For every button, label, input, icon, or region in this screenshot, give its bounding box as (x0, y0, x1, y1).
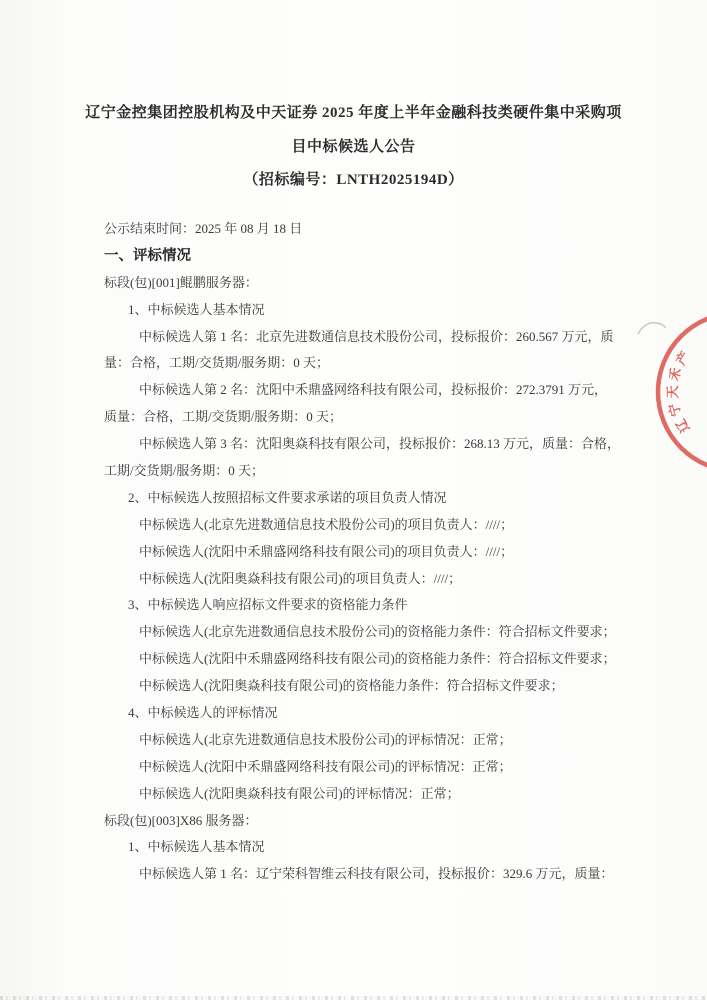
lot-003-candidate-1-line-1: 中标候选人第 1 名：辽宁荣科智维云科技有限公司，投标报价：329.6 万元，质量： (139, 866, 614, 882)
document-title (0, 96, 707, 195)
publicity-end-date: 公示结束时间：2025 年 08 月 18 日 (104, 221, 303, 236)
lot-003-label: 标段(包)[003]X86 服务器： (104, 812, 258, 828)
seal-ring (658, 313, 707, 471)
lot-001-label: 标段(包)[001]鲲鹏服务器： (104, 274, 258, 290)
tender-number: （招标编号：LNTH2025194D） (243, 172, 464, 188)
lot-001-eval-line-3: 中标候选人(沈阳奥焱科技有限公司)的评标情况：正常； (139, 785, 460, 801)
lot-001-qualification-line-3: 中标候选人(沈阳奥焱科技有限公司)的资格能力条件：符合招标文件要求； (139, 678, 564, 694)
lot-003-basic-info-heading: 1、中标候选人基本情况 (128, 839, 265, 855)
document-body (104, 216, 644, 888)
lot-001-eval-heading: 4、中标候选人的评标情况 (128, 705, 278, 721)
lot-001-pm-line-3: 中标候选人(沈阳奥焱科技有限公司)的项目负责人：////； (139, 570, 462, 586)
lot-001-candidate-1-line-1: 中标候选人第 1 名：北京先进数通信息技术股份公司，投标报价：260.567 万元，质 (139, 328, 614, 344)
lot-001-basic-info-heading: 1、中标候选人基本情况 (128, 301, 265, 317)
lot-001-pm-line-1: 中标候选人(北京先进数通信息技术股份公司)的项目负责人：////； (139, 516, 514, 532)
seal-char-2: 宁 (665, 401, 684, 419)
lot-001-pm-line-2: 中标候选人(沈阳中禾鼎盛网络科技有限公司)的项目负责人：////； (139, 543, 514, 559)
lot-001-candidate-2-line-1: 中标候选人第 2 名：沈阳中禾鼎盛网络科技有限公司，投标报价：272.3791 万元， (139, 382, 608, 398)
seal-char-1: 辽 (672, 416, 693, 436)
scan-artifact-bottom-edge (0, 996, 707, 1000)
lot-001-candidate-3-line-2: 工期/交货期/服务期：0 天； (104, 463, 264, 479)
lot-001-eval-line-2: 中标候选人(沈阳中禾鼎盛网络科技有限公司)的评标情况：正常； (139, 758, 512, 774)
seal-char-5: 产 (672, 348, 693, 368)
seal-char-3: 天 (664, 385, 680, 399)
seal-char-4: 禾 (665, 365, 684, 383)
lot-001-candidate-1-line-2: 量：合格，工期/交货期/服务期：0 天； (104, 355, 329, 371)
lot-001-pm-heading: 2、中标候选人按照招标文件要求承诺的项目负责人情况 (128, 489, 447, 505)
lot-001-candidate-3-line-1: 中标候选人第 3 名：沈阳奥焱科技有限公司，投标报价：268.13 万元，质量：合格， (139, 436, 621, 452)
lot-001-qualification-line-1: 中标候选人(北京先进数通信息技术股份公司)的资格能力条件：符合招标文件要求； (139, 624, 616, 640)
lot-001-qualification-heading: 3、中标候选人响应招标文件要求的资格能力条件 (128, 597, 408, 613)
seal-text (665, 349, 693, 436)
section-heading-evaluation: 一、评标情况 (104, 247, 191, 264)
title-line-1: 辽宁金控集团控股机构及中天证券 2025 年度上半年金融科技类硬件集中采购项 (85, 105, 622, 121)
title-line-2: 目中标候选人公告 (291, 139, 416, 155)
lot-001-candidate-2-line-2: 质量：合格，工期/交货期/服务期：0 天； (104, 409, 342, 425)
lot-001-eval-line-1: 中标候选人(北京先进数通信息技术股份公司)的评标情况：正常； (139, 731, 512, 747)
lot-001-qualification-line-2: 中标候选人(沈阳中禾鼎盛网络科技有限公司)的资格能力条件：符合招标文件要求； (139, 651, 616, 667)
